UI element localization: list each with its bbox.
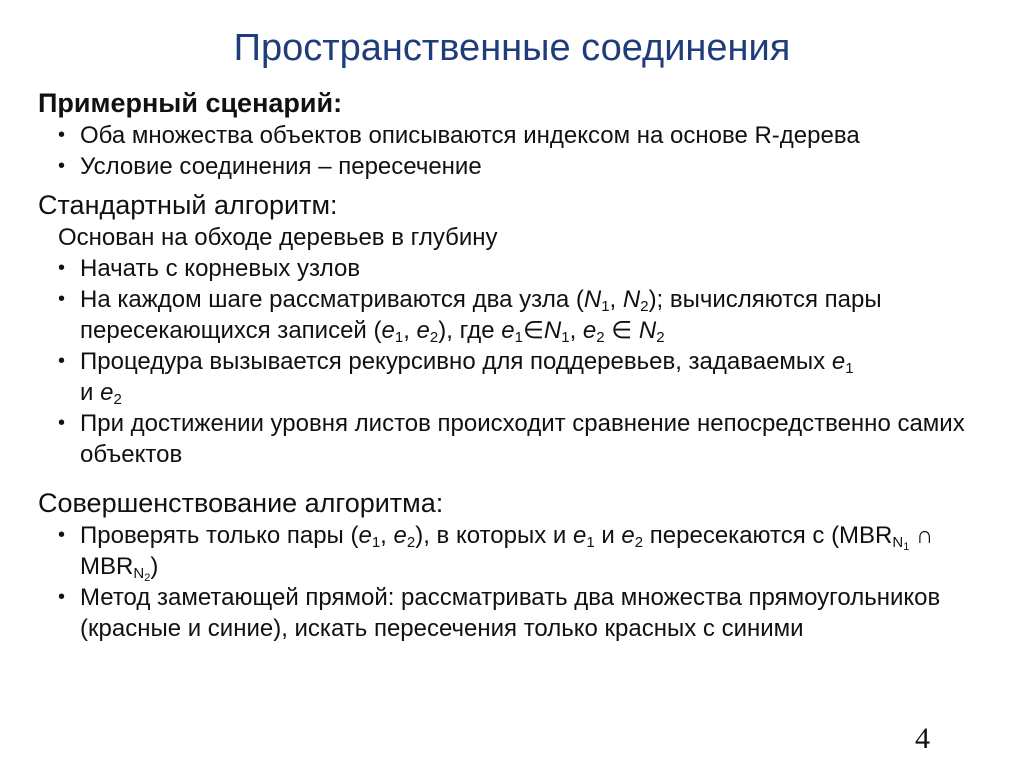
algorithm-bullet-4	[58, 408, 998, 470]
scenario-bullet-list	[38, 120, 998, 182]
scenario-bullet-1	[58, 120, 998, 151]
bullet-icon: •	[58, 350, 66, 372]
improvement-bullet-2	[58, 582, 998, 644]
bullet-icon: •	[58, 288, 66, 310]
section-heading-scenario: Примерный сценарий:	[38, 88, 343, 118]
bullet-text: Процедура вызывается рекурсивно для поддеревьев, задаваемых $e_1$ и $e_2$	[80, 348, 854, 408]
bullet-icon: •	[58, 124, 66, 146]
bullet-text: Условие соединения – пересечение	[80, 153, 482, 180]
bullet-text: Метод заметающей прямой: рассматривать два множества прямоугольников (красные и синие), искать пересечения только красных с синими	[80, 584, 941, 642]
page-number: 4	[915, 722, 930, 755]
algorithm-bullet-3	[58, 346, 998, 408]
bullet-text: Начать с корневых узлов	[80, 255, 361, 282]
section-heading-standard-algorithm: Стандартный алгоритм:	[38, 190, 338, 220]
improvement-bullet-list	[38, 520, 998, 644]
bullet-text: Проверять только пары ($e_1$, $e_2$), в которых и $e_1$ и $e_2$ пересекаются с ($MBR_{N_1}$ ∩ $MBR_{N_2}$)	[80, 522, 934, 584]
slide-content	[38, 86, 998, 644]
bullet-icon: •	[58, 586, 66, 608]
bullet-icon: •	[58, 412, 66, 434]
bullet-icon: •	[58, 257, 66, 279]
slide-title: Пространственные соединения	[233, 27, 791, 69]
section-heading-improvement: Совершенствование алгоритма:	[38, 488, 444, 518]
algorithm-bullet-2	[58, 284, 998, 346]
bullet-text: При достижении уровня листов происходит сравнение непосредственно самих объектов	[80, 410, 965, 468]
bullet-text: На каждом шаге рассматриваются два узла ($N_1$, $N_2$); вычисляются пары пересекающихся записей ($e_1$, $e_2$), где $e_1\in N_1$, $e_2$ ∈ $N_2$	[80, 286, 882, 346]
algorithm-bullet-1	[58, 253, 998, 284]
standard-algorithm-subheading: Основан на обходе деревьев в глубину	[58, 224, 498, 251]
improvement-bullet-1	[58, 520, 998, 582]
standard-algorithm-bullet-list	[38, 253, 998, 470]
bullet-text: Оба множества объектов описываются индексом на основе R-дерева	[80, 122, 860, 149]
bullet-icon: •	[58, 524, 66, 546]
scenario-bullet-2	[58, 151, 998, 182]
bullet-icon: •	[58, 155, 66, 177]
